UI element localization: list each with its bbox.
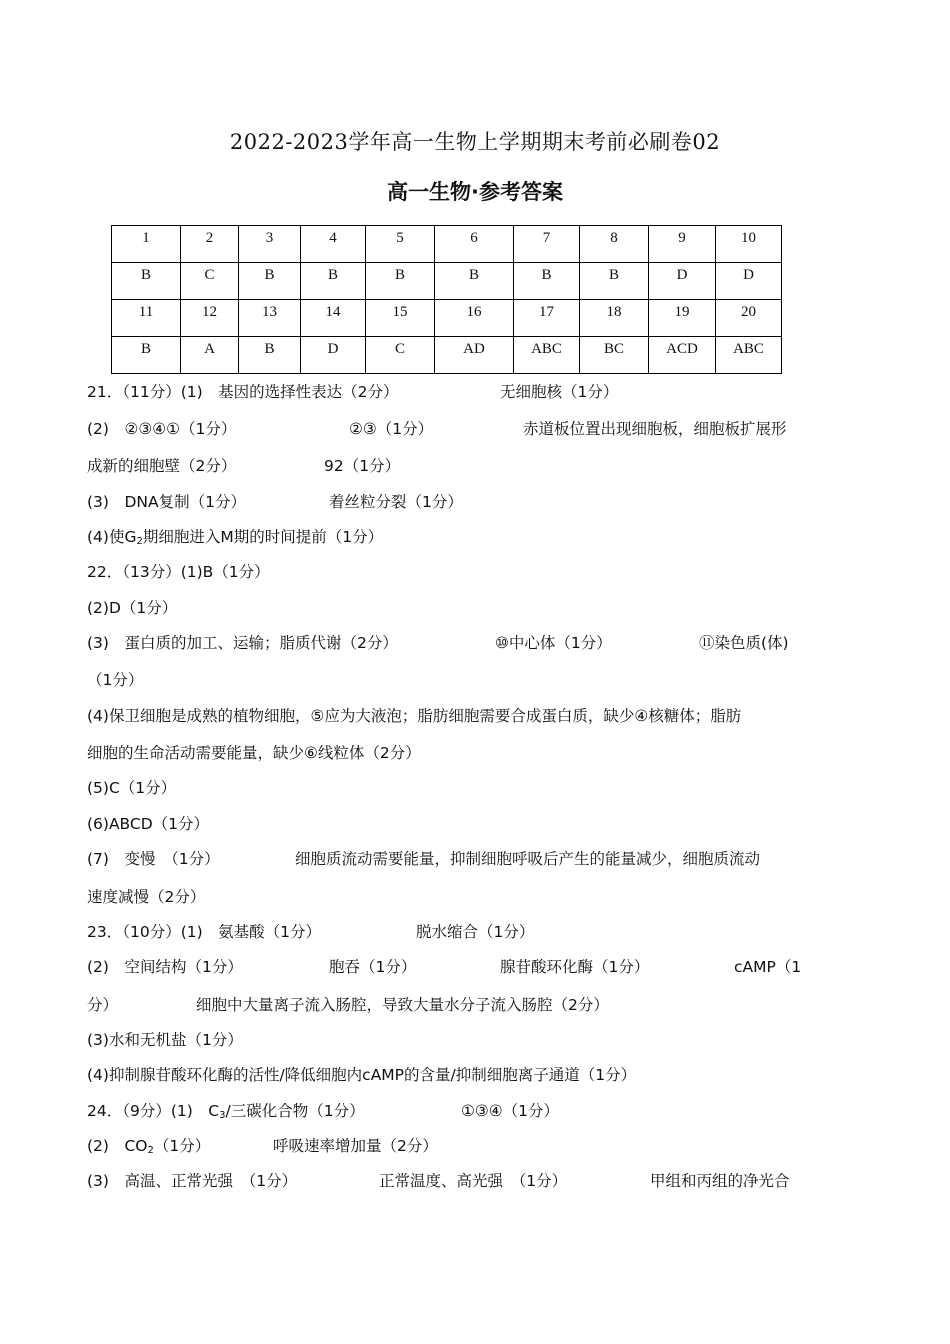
q21-cell-wall: 成新的细胞壁（2分） (87, 457, 237, 475)
answer-cell: B (239, 337, 301, 374)
q21-g2-sub: 2 (136, 536, 143, 547)
question-number-cell: 19 (649, 300, 716, 337)
q23-ion-flow: 细胞中大量离子流入肠腔，导致大量水分子流入肠腔（2分） (196, 996, 609, 1014)
q21-g2-prefix: (4)使G (87, 528, 137, 546)
q21-dna-replication: (3) DNA复制（1分） (87, 493, 246, 511)
answer-cell: ABC (716, 337, 782, 374)
q23-adenylate: 腺苷酸环化酶（1分） (500, 958, 650, 976)
question-number-cell: 9 (649, 226, 716, 263)
q24-c3-sub: 3 (219, 1110, 226, 1121)
answer-cell: B (301, 263, 366, 300)
q22-chromatin: ⑪染色质(体) (699, 634, 789, 652)
q21-g2-suffix: 期细胞进入M期的时间提前（1分） (142, 528, 384, 546)
question-number-cell: 15 (366, 300, 435, 337)
answer-cell: D (716, 263, 782, 300)
q21-part1: 21．（11分）(1) 基因的选择性表达（2分） (87, 383, 399, 401)
answer-cell: AD (435, 337, 514, 374)
q22-part5: (5)C（1分） (87, 779, 177, 797)
question-number-row (112, 300, 782, 337)
q22-slower: (7) 变慢 （1分） (87, 850, 220, 868)
page-title: 2022-2023学年高一生物上学期期末考前必刷卷02 (229, 130, 721, 154)
question-number-cell: 2 (181, 226, 239, 263)
q23-part4: (4)抑制腺苷酸环化酶的活性/降低细胞内cAMP的含量/抑制细胞离子通道（1分） (87, 1066, 637, 1084)
answer-cell: B (366, 263, 435, 300)
answer-cell: B (514, 263, 580, 300)
question-number-cell: 4 (301, 226, 366, 263)
q23-dehydration: 脱水缩合（1分） (416, 923, 535, 941)
answer-row (112, 337, 782, 374)
answer-cell: D (649, 263, 716, 300)
q24-respiration: 呼吸速率增加量（2分） (273, 1137, 438, 1155)
q22-protein-processing: (3) 蛋白质的加工、运输；脂质代谢（2分） (87, 634, 398, 652)
q21-cell-plate: 赤道板位置出现细胞板，细胞板扩展形 (523, 420, 787, 438)
q24-co2-prefix: (2) CO (87, 1137, 148, 1155)
q23-amino-acid: 23．（10分）(1) 氨基酸（1分） (87, 923, 322, 941)
answer-cell: D (301, 337, 366, 374)
q23-score: 分） (87, 996, 119, 1014)
q24-c3 (87, 1099, 365, 1128)
q21-no-nucleus: 无细胞核（1分） (500, 383, 619, 401)
q22-score: （1分） (87, 671, 144, 689)
q21-stages: ②③（1分） (349, 420, 434, 438)
q23-structure: (2) 空间结构（1分） (87, 958, 243, 976)
q24-co2 (87, 1134, 210, 1163)
answer-cell: BC (580, 337, 649, 374)
q23-camp: cAMP（1 (734, 958, 802, 976)
q24-c3-suffix: /三碳化合物（1分） (225, 1102, 365, 1120)
question-number-cell: 16 (435, 300, 514, 337)
question-number-cell: 17 (514, 300, 580, 337)
question-number-cell: 6 (435, 226, 514, 263)
question-number-cell: 12 (181, 300, 239, 337)
question-number-cell: 11 (112, 300, 181, 337)
q21-g2 (87, 525, 383, 554)
q24-high-light: 正常温度、高光强 （1分） (379, 1172, 568, 1190)
question-number-cell: 1 (112, 226, 181, 263)
page-subtitle: 高一生物·参考答案 (387, 180, 563, 204)
q21-count: 92（1分） (324, 457, 401, 475)
question-number-cell: 3 (239, 226, 301, 263)
answer-cell: B (112, 337, 181, 374)
q23-endocytosis: 胞吞（1分） (329, 958, 417, 976)
q24-net-photosynthesis: 甲组和丙组的净光合 (650, 1172, 790, 1190)
question-number-cell: 18 (580, 300, 649, 337)
answer-cell: C (181, 263, 239, 300)
answer-cell: B (435, 263, 514, 300)
q22-part1: 22．（13分）(1)B（1分） (87, 563, 270, 581)
q22-guard-cell: (4)保卫细胞是成熟的植物细胞，⑤应为大液泡；脂肪细胞需要合成蛋白质，缺少④核糖体；脂肪 (87, 707, 742, 725)
q22-part6: (6)ABCD（1分） (87, 815, 210, 833)
q24-high-temp: (3) 高温、正常光强 （1分） (87, 1172, 298, 1190)
answer-cell: C (366, 337, 435, 374)
answer-table (111, 225, 782, 374)
question-number-cell: 5 (366, 226, 435, 263)
q22-cytoplasm-flow: 细胞质流动需要能量，抑制细胞呼吸后产生的能量减少，细胞质流动 (295, 850, 761, 868)
answer-cell: B (580, 263, 649, 300)
q24-steps: ①③④（1分） (461, 1102, 560, 1120)
q22-part2: (2)D（1分） (87, 599, 178, 617)
question-number-cell: 10 (716, 226, 782, 263)
question-number-cell: 7 (514, 226, 580, 263)
q22-centrosome: ⑩中心体（1分） (495, 634, 612, 652)
answer-cell: B (112, 263, 181, 300)
q24-c3-prefix: 24．（9分）(1) C (87, 1102, 220, 1120)
q24-co2-sub: 2 (147, 1145, 154, 1156)
answer-cell: A (181, 337, 239, 374)
question-number-cell: 8 (580, 226, 649, 263)
q24-co2-suffix: （1分） (153, 1137, 211, 1155)
answer-cell: ABC (514, 337, 580, 374)
q22-mitochondria: 细胞的生命活动需要能量，缺少⑥线粒体（2分） (87, 744, 421, 762)
question-number-cell: 20 (716, 300, 782, 337)
question-number-cell: 14 (301, 300, 366, 337)
q21-centromere: 着丝粒分裂（1分） (329, 493, 463, 511)
q22-speed: 速度减慢（2分） (87, 888, 206, 906)
question-number-row (112, 226, 782, 263)
answer-row (112, 263, 782, 300)
question-number-cell: 13 (239, 300, 301, 337)
answer-cell: B (239, 263, 301, 300)
answer-cell: ACD (649, 337, 716, 374)
q21-order: (2) ②③④①（1分） (87, 420, 237, 438)
q23-part3: (3)水和无机盐（1分） (87, 1031, 243, 1049)
